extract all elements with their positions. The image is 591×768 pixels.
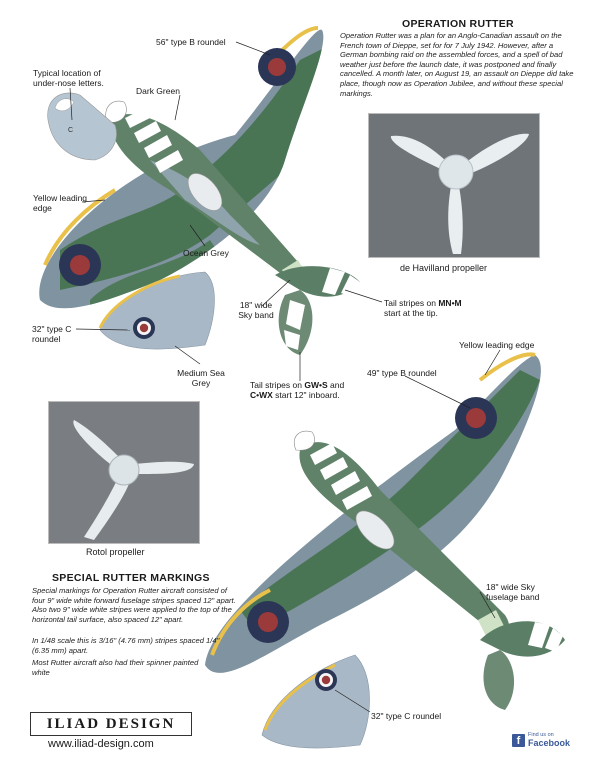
callout-tail-gws	[250, 380, 360, 400]
aircraft-1-roundel-outer	[258, 48, 296, 86]
special-markings-p1: Special markings for Operation Rutter aircraft consisted of four 9" wide white forward fuselage stripes spaced 12" apart. Also two 9" wide white stripes were applied to the top of the horizontal tail surface, also spaced 12" apart.	[32, 586, 236, 624]
callout-type-b-49: 49" type B roundel	[367, 368, 437, 378]
facebook-badge[interactable]	[512, 731, 572, 749]
callout-medium-sea-grey: Medium Sea Grey	[177, 368, 225, 388]
callout-tail-mnm-code: MN•M	[438, 298, 462, 308]
facebook-name-text: Facebook	[528, 738, 571, 748]
callout-tail-mnm-prefix: Tail stripes on	[384, 298, 439, 308]
svg-text:C: C	[68, 127, 74, 134]
callout-type-c-32-a: 32" type C roundel	[32, 324, 72, 344]
dh-propeller-caption: de Havilland propeller	[400, 263, 488, 273]
facebook-find-text: Find us on	[528, 732, 554, 738]
facebook-icon: f	[512, 734, 525, 747]
special-markings-p2: In 1/48 scale this is 3/16" (4.76 mm) stripes spaced 1/4" (6.35 mm) apart.	[32, 636, 220, 655]
callout-sky-band-fuselage: 18" wide Sky fuselage band	[486, 582, 540, 602]
page-title: OPERATION RUTTER	[402, 18, 514, 30]
special-markings-title: SPECIAL RUTTER MARKINGS	[52, 572, 210, 584]
rotol-propeller-caption: Rotol propeller	[86, 547, 145, 557]
callout-tail-mnm	[384, 298, 484, 318]
logo-brand-text: ILIAD DESIGN	[46, 715, 176, 732]
callout-tail-gws-code1: GW•S	[304, 380, 328, 390]
callout-tail-gws-code2: C•WX	[250, 390, 273, 400]
callout-type-b-56: 56" type B roundel	[156, 37, 226, 47]
special-markings-p3: Most Rutter aircraft also had their spinner painted white	[32, 658, 199, 677]
callout-under-nose: Typical location of under-nose letters.	[33, 68, 104, 88]
aircraft-2-top-view	[205, 354, 565, 710]
callout-sky-band-18: 18" wide Sky band	[238, 300, 274, 320]
aircraft-1-roundel-inner	[59, 244, 101, 286]
aircraft-1-tailplane	[275, 266, 360, 355]
iliad-design-logo	[30, 712, 192, 736]
callout-dark-green: Dark Green	[136, 86, 180, 96]
callout-type-c-32-b: 32" type C roundel	[371, 711, 442, 721]
intro-paragraph: Operation Rutter was a plan for an Anglo-Canadian assault on the French town of Dieppe, set for for 7 July 1942. However, after a German bombing raid on the assembled forces, and a spell of bad weather just before the launch date, it was postponed and finally cancelled. A month later, on August 19, an assault on Dieppe did take place, though now as Operation Jubilee, and without these special markings.	[340, 31, 574, 98]
callout-ocean-grey: Ocean Grey	[183, 248, 229, 258]
footer-url[interactable]: www.iliad-design.com	[48, 738, 154, 750]
dh-propeller-photo	[368, 113, 540, 258]
callout-yellow-edge-1: Yellow leading edge	[33, 193, 88, 213]
callout-tail-gws-prefix: Tail stripes on	[250, 380, 305, 390]
rotol-propeller-photo	[48, 401, 200, 544]
callout-yellow-edge-2: Yellow leading edge	[459, 340, 535, 350]
callout-tail-gws-and: and	[327, 380, 345, 390]
under-nose-detail	[48, 93, 117, 160]
callout-tail-gws-suffix: start 12" inboard.	[272, 390, 340, 400]
callout-tail-mnm-suffix: start at the tip.	[384, 308, 438, 318]
